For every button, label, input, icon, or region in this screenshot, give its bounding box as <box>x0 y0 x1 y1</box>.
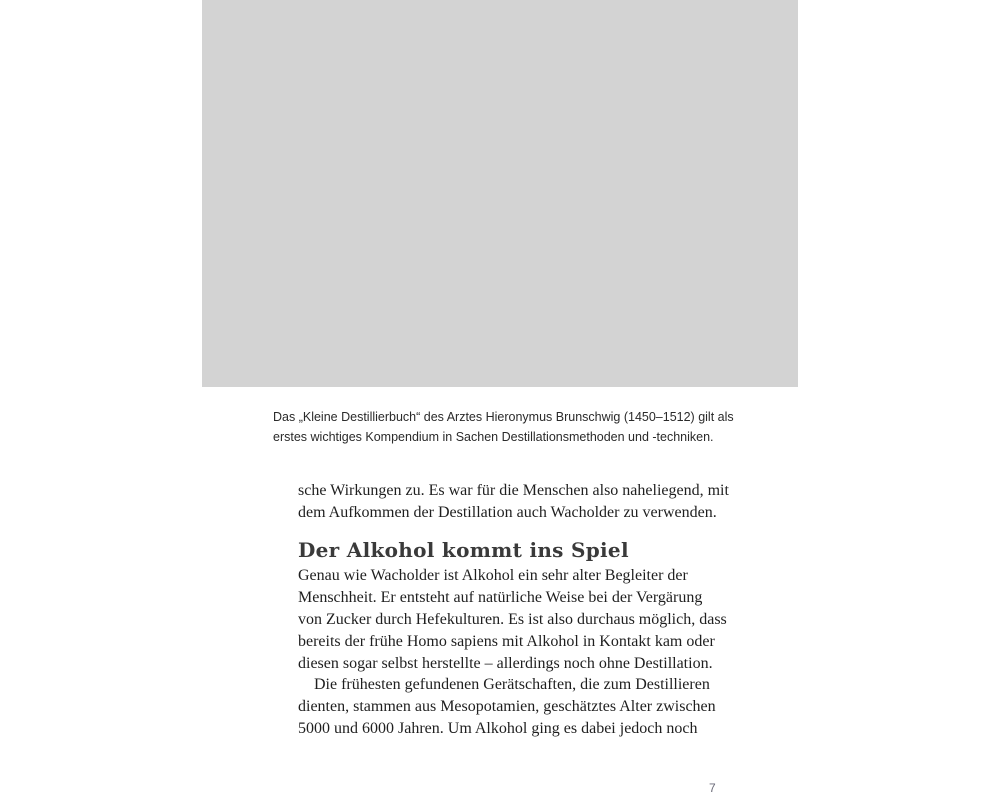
text-line: 5000 und 6000 Jahren. Um Alkohol ging es dabei jedoch noch <box>298 720 698 737</box>
text-line: Genau wie Wacholder ist Alkohol ein sehr alter Begleiter der <box>298 567 688 584</box>
page-number: 7 <box>709 781 716 795</box>
text-line: sche Wirkungen zu. Es war für die Menschen also naheliegend, mit <box>298 482 729 499</box>
text-line: dem Aufkommen der Destillation auch Wacholder zu verwenden. <box>298 504 717 521</box>
caption-line: Das „Kleine Destillierbuch“ des Arztes Hieronymus Brunschwig (1450–1512) gilt als <box>273 410 734 424</box>
text-line: diesen sogar selbst herstellte – allerdings noch ohne Destillation. <box>298 655 713 672</box>
caption-line: erstes wichtiges Kompendium in Sachen Destillationsmethoden und -techniken. <box>273 430 714 444</box>
text-line: von Zucker durch Hefekulturen. Es ist also durchaus möglich, dass <box>298 611 727 628</box>
text-line: dienten, stammen aus Mesopotamien, geschätztes Alter zwischen <box>298 698 716 715</box>
text-line: Menschheit. Er entsteht auf natürliche Weise bei der Vergärung <box>298 589 703 606</box>
figure-caption <box>273 407 743 447</box>
figure-image-placeholder <box>202 0 798 387</box>
text-line: bereits der frühe Homo sapiens mit Alkohol in Kontakt kam oder <box>298 633 715 650</box>
text-line: Die frühesten gefundenen Gerätschaften, die zum Destillieren <box>314 676 710 693</box>
section-heading: Der Alkohol kommt ins Spiel <box>298 538 629 562</box>
